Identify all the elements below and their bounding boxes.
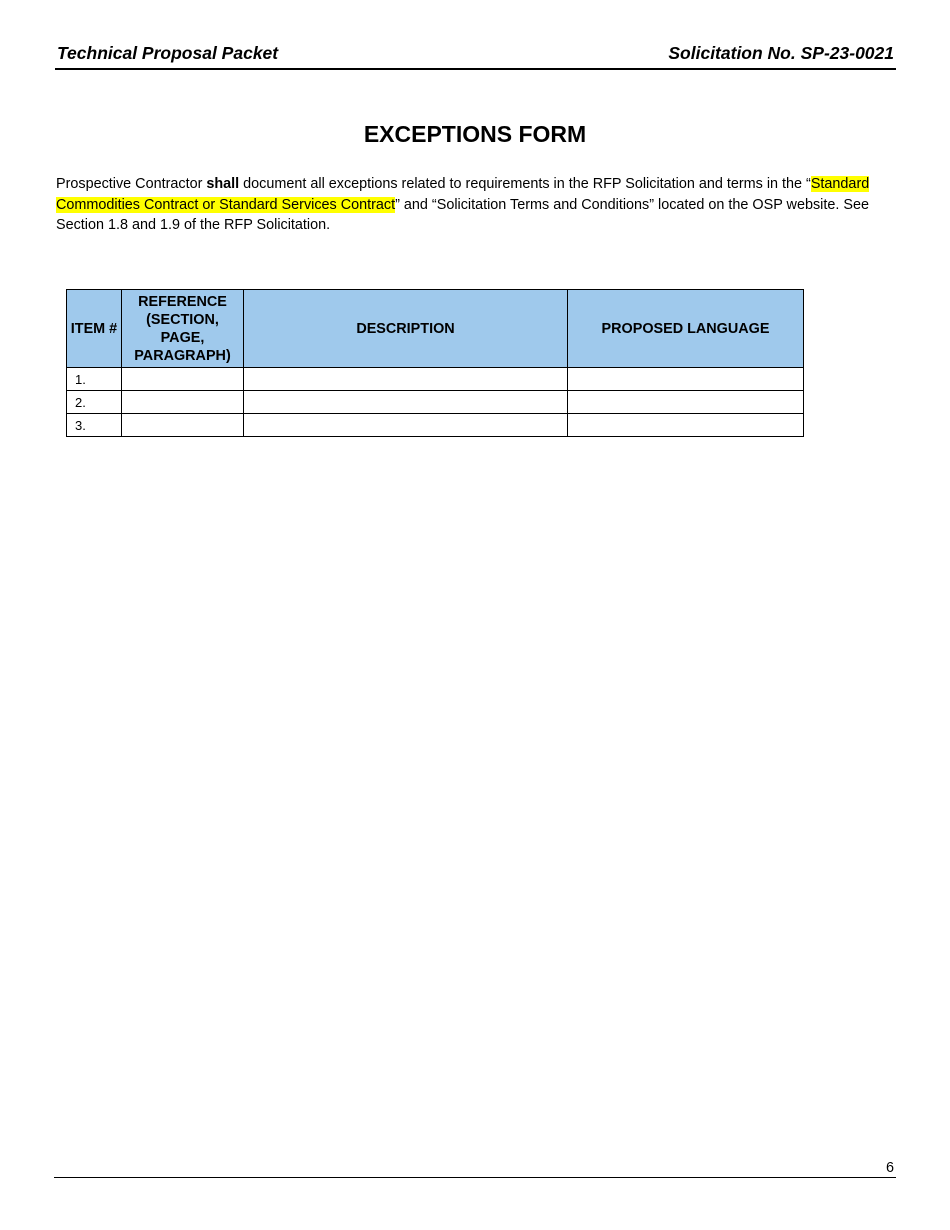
header-proposed-language: PROPOSED LANGUAGE [568, 290, 804, 368]
cell-description[interactable] [244, 368, 568, 391]
page-number: 6 [885, 1160, 894, 1176]
intro-text-3: ” and “Solicitation Terms and Conditions” located on the OSP website. See Section 1.8 and 1.9 of the RFP Solicitation. [56, 196, 869, 233]
header-solicitation-number: Solicitation No. SP-23-0021 [668, 43, 894, 63]
page-header [55, 40, 896, 70]
intro-bold-shall: shall [206, 176, 240, 192]
header-reference: REFERENCE (SECTION, PAGE, PARAGRAPH) [122, 290, 244, 368]
cell-description[interactable] [244, 414, 568, 437]
footer-divider [54, 1177, 896, 1178]
header-packet-title: Technical Proposal Packet [57, 43, 279, 63]
intro-highlighted-contract: Standard Commodities Contract or Standard Services Contract [56, 176, 870, 213]
table-header-row [67, 290, 804, 368]
exceptions-table [66, 289, 804, 437]
cell-item: 1. [67, 368, 122, 391]
cell-item: 2. [67, 391, 122, 414]
cell-item: 3. [67, 414, 122, 437]
table-row [67, 368, 804, 391]
cell-reference[interactable] [122, 391, 244, 414]
table-row [67, 391, 804, 414]
cell-proposed-language[interactable] [568, 414, 804, 437]
cell-description[interactable] [244, 391, 568, 414]
header-item-number: ITEM # [67, 290, 122, 368]
intro-paragraph [56, 174, 896, 236]
intro-text-1: Prospective Contractor [56, 176, 207, 192]
cell-proposed-language[interactable] [568, 368, 804, 391]
form-title: EXCEPTIONS FORM [363, 121, 587, 147]
header-description: DESCRIPTION [244, 290, 568, 368]
table-row [67, 414, 804, 437]
cell-reference[interactable] [122, 414, 244, 437]
cell-reference[interactable] [122, 368, 244, 391]
intro-text-2: document all exceptions related to requirements in the RFP Solicitation and terms in the “ [239, 176, 811, 192]
cell-proposed-language[interactable] [568, 391, 804, 414]
